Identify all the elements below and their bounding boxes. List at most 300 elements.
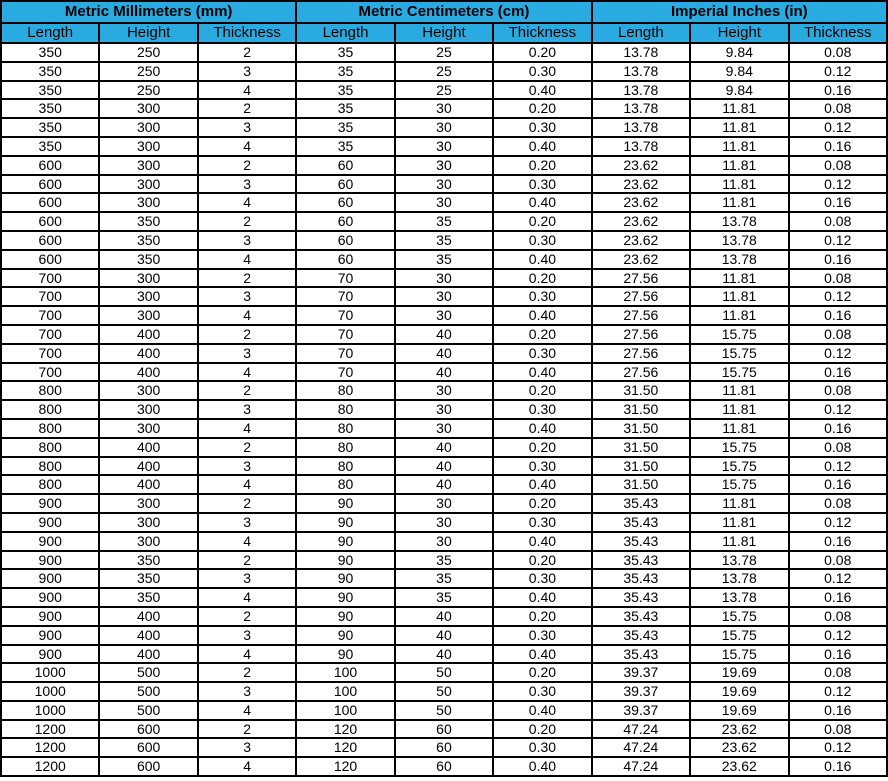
table-cell: 15.75	[690, 325, 788, 344]
table-cell: 35	[395, 569, 493, 588]
column-header-in-thickness: Thickness	[789, 23, 888, 43]
table-cell: 0.08	[789, 99, 888, 118]
table-cell: 60	[395, 757, 493, 776]
table-cell: 400	[99, 626, 197, 645]
table-cell: 27.56	[592, 269, 690, 288]
table-cell: 11.81	[690, 287, 788, 306]
table-cell: 47.24	[592, 738, 690, 757]
table-cell: 31.50	[592, 457, 690, 476]
table-cell: 0.20	[493, 663, 591, 682]
table-cell: 11.81	[690, 513, 788, 532]
table-cell: 11.81	[690, 532, 788, 551]
table-row	[1, 381, 887, 400]
table-cell: 50	[395, 682, 493, 701]
table-row	[1, 720, 887, 739]
table-cell: 15.75	[690, 475, 788, 494]
table-cell: 350	[99, 212, 197, 231]
table-cell: 30	[395, 118, 493, 137]
table-cell: 0.40	[493, 532, 591, 551]
table-cell: 13.78	[592, 62, 690, 81]
table-cell: 350	[1, 118, 99, 137]
table-cell: 0.08	[789, 607, 888, 626]
table-cell: 0.16	[789, 81, 888, 100]
table-cell: 35	[296, 99, 394, 118]
table-cell: 80	[296, 457, 394, 476]
table-cell: 27.56	[592, 306, 690, 325]
table-row	[1, 231, 887, 250]
table-cell: 300	[99, 156, 197, 175]
table-cell: 0.20	[493, 551, 591, 570]
table-cell: 13.78	[592, 43, 690, 62]
table-cell: 15.75	[690, 457, 788, 476]
table-cell: 0.12	[789, 569, 888, 588]
column-header-cm-length: Length	[296, 23, 394, 43]
table-cell: 15.75	[690, 344, 788, 363]
table-cell: 0.40	[493, 645, 591, 664]
table-cell: 300	[99, 137, 197, 156]
table-cell: 25	[395, 62, 493, 81]
table-cell: 900	[1, 494, 99, 513]
table-cell: 11.81	[690, 156, 788, 175]
table-cell: 30	[395, 175, 493, 194]
table-cell: 900	[1, 588, 99, 607]
table-cell: 0.12	[789, 457, 888, 476]
table-row	[1, 569, 887, 588]
table-cell: 800	[1, 400, 99, 419]
table-row	[1, 682, 887, 701]
table-cell: 23.62	[592, 231, 690, 250]
table-cell: 40	[395, 363, 493, 382]
table-cell: 35	[296, 43, 394, 62]
table-cell: 0.08	[789, 663, 888, 682]
table-cell: 1200	[1, 720, 99, 739]
table-cell: 35	[296, 81, 394, 100]
column-header-in-height: Height	[690, 23, 788, 43]
table-cell: 11.81	[690, 306, 788, 325]
table-row	[1, 757, 887, 776]
table-cell: 70	[296, 363, 394, 382]
table-row	[1, 588, 887, 607]
table-cell: 19.69	[690, 682, 788, 701]
table-row	[1, 701, 887, 720]
table-cell: 80	[296, 475, 394, 494]
table-cell: 80	[296, 438, 394, 457]
table-row	[1, 494, 887, 513]
table-cell: 3	[198, 175, 296, 194]
table-cell: 0.08	[789, 381, 888, 400]
table-cell: 0.40	[493, 757, 591, 776]
table-cell: 600	[1, 250, 99, 269]
table-cell: 2	[198, 212, 296, 231]
table-cell: 60	[296, 231, 394, 250]
table-cell: 0.16	[789, 419, 888, 438]
table-cell: 0.30	[493, 175, 591, 194]
table-cell: 11.81	[690, 381, 788, 400]
table-cell: 70	[296, 287, 394, 306]
table-row	[1, 43, 887, 62]
table-cell: 31.50	[592, 475, 690, 494]
table-cell: 0.16	[789, 137, 888, 156]
table-cell: 70	[296, 325, 394, 344]
table-body	[1, 43, 887, 776]
table-cell: 15.75	[690, 645, 788, 664]
table-cell: 90	[296, 569, 394, 588]
table-cell: 600	[99, 738, 197, 757]
table-cell: 2	[198, 494, 296, 513]
table-cell: 0.30	[493, 231, 591, 250]
table-cell: 0.12	[789, 626, 888, 645]
table-row	[1, 156, 887, 175]
table-cell: 39.37	[592, 682, 690, 701]
table-cell: 400	[99, 325, 197, 344]
table-cell: 0.40	[493, 193, 591, 212]
table-cell: 60	[296, 193, 394, 212]
table-cell: 0.08	[789, 494, 888, 513]
table-cell: 300	[99, 494, 197, 513]
table-cell: 350	[99, 588, 197, 607]
table-cell: 35.43	[592, 551, 690, 570]
table-cell: 11.81	[690, 175, 788, 194]
table-cell: 0.20	[493, 438, 591, 457]
table-cell: 15.75	[690, 438, 788, 457]
table-cell: 0.12	[789, 400, 888, 419]
table-cell: 0.08	[789, 156, 888, 175]
table-cell: 0.16	[789, 363, 888, 382]
table-cell: 40	[395, 344, 493, 363]
table-cell: 0.30	[493, 344, 591, 363]
table-cell: 30	[395, 532, 493, 551]
table-cell: 2	[198, 663, 296, 682]
table-cell: 27.56	[592, 287, 690, 306]
table-cell: 11.81	[690, 193, 788, 212]
table-cell: 0.16	[789, 588, 888, 607]
table-cell: 2	[198, 43, 296, 62]
table-cell: 4	[198, 81, 296, 100]
table-cell: 0.12	[789, 682, 888, 701]
table-cell: 1000	[1, 663, 99, 682]
table-cell: 19.69	[690, 701, 788, 720]
table-cell: 600	[1, 231, 99, 250]
table-cell: 35	[296, 137, 394, 156]
table-cell: 70	[296, 269, 394, 288]
table-cell: 9.84	[690, 81, 788, 100]
table-cell: 800	[1, 475, 99, 494]
table-cell: 30	[395, 306, 493, 325]
table-cell: 900	[1, 551, 99, 570]
table-cell: 15.75	[690, 363, 788, 382]
table-cell: 80	[296, 400, 394, 419]
column-header-cm-thickness: Thickness	[493, 23, 591, 43]
table-cell: 3	[198, 738, 296, 757]
table-cell: 350	[1, 99, 99, 118]
table-cell: 15.75	[690, 626, 788, 645]
table-cell: 0.16	[789, 532, 888, 551]
table-cell: 3	[198, 513, 296, 532]
table-cell: 0.20	[493, 325, 591, 344]
table-cell: 0.16	[789, 475, 888, 494]
table-cell: 600	[1, 175, 99, 194]
table-row	[1, 62, 887, 81]
table-cell: 90	[296, 494, 394, 513]
table-cell: 0.08	[789, 43, 888, 62]
table-cell: 2	[198, 325, 296, 344]
table-cell: 900	[1, 569, 99, 588]
table-cell: 23.62	[592, 212, 690, 231]
table-cell: 3	[198, 231, 296, 250]
table-header	[1, 1, 887, 43]
table-cell: 60	[296, 212, 394, 231]
table-cell: 3	[198, 626, 296, 645]
table-cell: 31.50	[592, 419, 690, 438]
table-cell: 35	[395, 212, 493, 231]
table-cell: 0.30	[493, 626, 591, 645]
table-cell: 50	[395, 701, 493, 720]
table-row	[1, 325, 887, 344]
table-cell: 0.16	[789, 306, 888, 325]
table-row	[1, 99, 887, 118]
table-cell: 300	[99, 513, 197, 532]
table-cell: 600	[99, 757, 197, 776]
table-cell: 13.78	[592, 118, 690, 137]
table-cell: 4	[198, 419, 296, 438]
table-cell: 0.16	[789, 757, 888, 776]
table-cell: 900	[1, 645, 99, 664]
table-row	[1, 663, 887, 682]
table-cell: 300	[99, 381, 197, 400]
table-cell: 350	[1, 62, 99, 81]
table-cell: 80	[296, 419, 394, 438]
table-cell: 0.20	[493, 381, 591, 400]
table-cell: 35	[296, 62, 394, 81]
table-cell: 500	[99, 682, 197, 701]
table-cell: 700	[1, 363, 99, 382]
table-cell: 90	[296, 626, 394, 645]
table-cell: 0.40	[493, 419, 591, 438]
table-cell: 0.20	[493, 99, 591, 118]
table-cell: 13.78	[690, 551, 788, 570]
table-cell: 30	[395, 137, 493, 156]
table-cell: 23.62	[690, 720, 788, 739]
table-cell: 250	[99, 43, 197, 62]
table-cell: 0.20	[493, 43, 591, 62]
table-cell: 2	[198, 607, 296, 626]
table-cell: 90	[296, 607, 394, 626]
table-cell: 23.62	[592, 193, 690, 212]
table-cell: 0.30	[493, 118, 591, 137]
table-group-header-row	[1, 1, 887, 23]
column-header-cm-height: Height	[395, 23, 493, 43]
table-cell: 19.69	[690, 663, 788, 682]
table-cell: 39.37	[592, 701, 690, 720]
table-cell: 27.56	[592, 363, 690, 382]
table-column-header-row	[1, 23, 887, 43]
table-cell: 350	[99, 250, 197, 269]
table-cell: 35	[395, 231, 493, 250]
table-cell: 27.56	[592, 344, 690, 363]
table-cell: 60	[395, 720, 493, 739]
table-cell: 350	[1, 137, 99, 156]
table-cell: 350	[99, 569, 197, 588]
table-cell: 900	[1, 607, 99, 626]
table-cell: 30	[395, 156, 493, 175]
table-row	[1, 457, 887, 476]
table-cell: 35.43	[592, 494, 690, 513]
table-cell: 300	[99, 306, 197, 325]
table-cell: 9.84	[690, 43, 788, 62]
table-row	[1, 175, 887, 194]
table-cell: 4	[198, 532, 296, 551]
table-cell: 47.24	[592, 720, 690, 739]
table-cell: 11.81	[690, 419, 788, 438]
table-cell: 1200	[1, 738, 99, 757]
table-cell: 35.43	[592, 645, 690, 664]
table-row	[1, 532, 887, 551]
table-cell: 11.81	[690, 400, 788, 419]
table-cell: 30	[395, 287, 493, 306]
table-cell: 50	[395, 663, 493, 682]
table-row	[1, 306, 887, 325]
table-cell: 400	[99, 344, 197, 363]
table-cell: 13.78	[690, 569, 788, 588]
table-cell: 0.16	[789, 701, 888, 720]
table-cell: 1000	[1, 682, 99, 701]
table-cell: 4	[198, 306, 296, 325]
table-cell: 0.08	[789, 438, 888, 457]
table-cell: 1200	[1, 757, 99, 776]
table-cell: 47.24	[592, 757, 690, 776]
table-cell: 3	[198, 457, 296, 476]
table-cell: 3	[198, 287, 296, 306]
table-cell: 23.62	[690, 738, 788, 757]
table-cell: 0.40	[493, 363, 591, 382]
table-cell: 0.30	[493, 738, 591, 757]
table-cell: 100	[296, 663, 394, 682]
table-cell: 3	[198, 118, 296, 137]
table-cell: 120	[296, 720, 394, 739]
table-cell: 100	[296, 682, 394, 701]
column-header-in-length: Length	[592, 23, 690, 43]
column-header-mm-thickness: Thickness	[198, 23, 296, 43]
table-cell: 350	[1, 43, 99, 62]
table-cell: 0.16	[789, 250, 888, 269]
table-cell: 0.40	[493, 81, 591, 100]
table-cell: 31.50	[592, 400, 690, 419]
group-header-cm: Metric Centimeters (cm)	[296, 1, 591, 23]
table-cell: 0.12	[789, 287, 888, 306]
table-cell: 0.12	[789, 231, 888, 250]
table-cell: 800	[1, 457, 99, 476]
table-cell: 4	[198, 137, 296, 156]
table-cell: 2	[198, 381, 296, 400]
table-cell: 300	[99, 419, 197, 438]
table-cell: 0.12	[789, 344, 888, 363]
table-cell: 400	[99, 363, 197, 382]
table-cell: 600	[1, 193, 99, 212]
table-cell: 0.40	[493, 250, 591, 269]
table-cell: 11.81	[690, 494, 788, 513]
table-cell: 40	[395, 607, 493, 626]
table-row	[1, 250, 887, 269]
table-cell: 0.30	[493, 62, 591, 81]
table-cell: 13.78	[690, 212, 788, 231]
table-cell: 90	[296, 513, 394, 532]
table-cell: 15.75	[690, 607, 788, 626]
table-cell: 35	[395, 551, 493, 570]
table-cell: 0.20	[493, 269, 591, 288]
table-cell: 4	[198, 363, 296, 382]
table-cell: 600	[99, 720, 197, 739]
table-cell: 300	[99, 175, 197, 194]
table-cell: 25	[395, 43, 493, 62]
table-cell: 35.43	[592, 532, 690, 551]
table-cell: 35.43	[592, 607, 690, 626]
table-cell: 400	[99, 645, 197, 664]
table-cell: 35	[395, 250, 493, 269]
column-header-mm-length: Length	[1, 23, 99, 43]
table-cell: 13.78	[592, 137, 690, 156]
table-cell: 4	[198, 193, 296, 212]
table-cell: 0.08	[789, 212, 888, 231]
table-row	[1, 645, 887, 664]
table-cell: 2	[198, 269, 296, 288]
table-cell: 300	[99, 118, 197, 137]
table-cell: 900	[1, 626, 99, 645]
table-cell: 23.62	[592, 156, 690, 175]
table-row	[1, 626, 887, 645]
table-row	[1, 137, 887, 156]
table-cell: 23.62	[592, 250, 690, 269]
table-cell: 60	[296, 250, 394, 269]
table-cell: 11.81	[690, 118, 788, 137]
table-row	[1, 738, 887, 757]
table-cell: 900	[1, 532, 99, 551]
table-cell: 250	[99, 81, 197, 100]
table-row	[1, 475, 887, 494]
table-cell: 90	[296, 551, 394, 570]
table-cell: 120	[296, 738, 394, 757]
table-cell: 60	[395, 738, 493, 757]
table-cell: 23.62	[690, 757, 788, 776]
table-cell: 35.43	[592, 626, 690, 645]
table-cell: 0.20	[493, 607, 591, 626]
table-cell: 0.20	[493, 494, 591, 513]
table-cell: 11.81	[690, 269, 788, 288]
table-row	[1, 363, 887, 382]
table-cell: 300	[99, 287, 197, 306]
table-cell: 13.78	[690, 588, 788, 607]
table-cell: 3	[198, 62, 296, 81]
table-cell: 35.43	[592, 569, 690, 588]
table-cell: 700	[1, 325, 99, 344]
table-cell: 40	[395, 457, 493, 476]
table-cell: 60	[296, 175, 394, 194]
table-row	[1, 419, 887, 438]
table-cell: 0.12	[789, 62, 888, 81]
table-cell: 11.81	[690, 137, 788, 156]
table-cell: 0.08	[789, 269, 888, 288]
table-cell: 90	[296, 532, 394, 551]
column-header-mm-height: Height	[99, 23, 197, 43]
table-row	[1, 513, 887, 532]
table-cell: 0.40	[493, 588, 591, 607]
table-cell: 0.16	[789, 645, 888, 664]
table-cell: 0.12	[789, 118, 888, 137]
table-cell: 600	[1, 212, 99, 231]
table-cell: 300	[99, 400, 197, 419]
table-cell: 0.20	[493, 156, 591, 175]
table-cell: 400	[99, 607, 197, 626]
table-cell: 4	[198, 701, 296, 720]
